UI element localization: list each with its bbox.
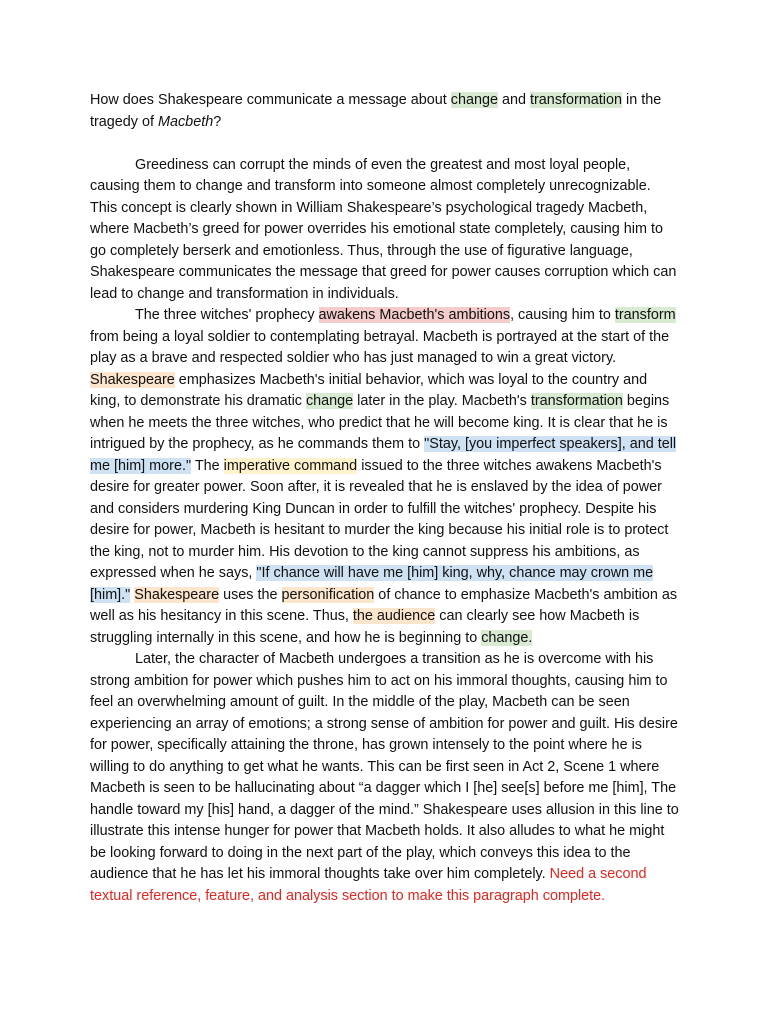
paragraph-text: The bbox=[191, 457, 224, 474]
essay-body bbox=[90, 90, 680, 907]
highlight-change: change bbox=[305, 393, 354, 409]
highlight-personification: personification bbox=[281, 586, 375, 603]
paragraph-text: uses the bbox=[219, 586, 282, 603]
paragraph-text: later in the play. Macbeth's bbox=[353, 393, 531, 409]
highlight-shakespeare: Shakespeare bbox=[134, 586, 220, 603]
paragraph-text: Later, the character of Macbeth undergoes a transition as he is overcome with his strong ambition for power which pushes him to act on his immoral thoughts, causing him to feel an overwhelming amount of guilt. In the middle of the play, Macbeth can be seen experiencing an array of emotions; a strong sense of ambition for power and guilt. His desire for power, specifically attaining the throne, has grown intensely to the point where he is willing to do anything to get what he wants. This can be first seen in Act 2, Scene 1 where Macbeth is seen to be hallucinating about “a dagger which I [he] see[s] before me [him], The handle toward my [his] hand, a dagger of the mind.” Shakespeare uses allusion in this line to illustrate this intense hunger for power that Macbeth holds. It also alludes to what he might be looking forward to doing in the next part of the play, which conveys this idea to the audience that he has let his immoral thoughts take over him completely. bbox=[90, 651, 679, 882]
highlight-audience: the audience bbox=[352, 608, 436, 624]
question-text: and bbox=[498, 92, 531, 108]
teacher-note: Need a second textual reference, feature, and analysis section to make this paragraph complete. bbox=[90, 866, 647, 904]
paragraph-text: The three witches' prophecy bbox=[135, 307, 319, 323]
highlight-quote: "If chance will have me [him] king, why, chance may crown me [him]." bbox=[90, 565, 654, 603]
highlight-awakens: awakens Macbeth's ambitions bbox=[318, 307, 511, 323]
paragraph-text: issued to the three witches awakens Macbeth's desire for greater power. Soon after, it is revealed that he is enslaved by the idea of power and considers murdering King Duncan in order to fulfill the witches' prophecy. Despite his desire for power, Macbeth is hesitant to murder the king because his initial role is to protect the king, not to murder him. His devotion to the king cannot suppress his ambitions, as expressed when he says, bbox=[90, 457, 669, 581]
essay-question bbox=[90, 90, 680, 133]
paragraph-text: can clearly see how Macbeth is struggling internally in this scene, and how he is beginning to bbox=[90, 608, 640, 646]
highlight-change: change. bbox=[481, 629, 533, 646]
question-text: in the tragedy of bbox=[90, 92, 662, 130]
highlight-transform: transform bbox=[614, 307, 676, 323]
body-paragraph-1 bbox=[90, 305, 680, 649]
body-paragraph-2 bbox=[90, 649, 680, 907]
paragraph-text: from being a loyal soldier to contemplating betrayal. Macbeth is portrayed at the start of the play as a brave and respected soldier who has just managed to win a great victory. bbox=[90, 328, 670, 366]
question-text: How does Shakespeare communicate a message about bbox=[90, 92, 451, 108]
highlight-imperative-command: imperative command bbox=[223, 457, 358, 474]
highlight-transformation: transformation bbox=[530, 92, 622, 108]
paragraph-text: , causing him to bbox=[510, 307, 615, 323]
highlight-change: change bbox=[450, 92, 498, 108]
highlight-quote: "Stay, [you imperfect speakers], and tell me [him] more." bbox=[90, 436, 677, 474]
question-text: ? bbox=[213, 113, 222, 130]
paragraph-text: emphasizes Macbeth's initial behavior, which was loyal to the country and king, to demonstrate his dramatic bbox=[90, 371, 648, 409]
highlight-transformation: transformation bbox=[530, 393, 623, 409]
paragraph-text: of chance to emphasize Macbeth's ambition as well as his hesitancy in this scene. Thus, bbox=[90, 586, 678, 624]
paragraph-text: begins when he meets the three witches, who predict that he will become king. It is clear that he is intrigued by the prophecy, as he commands them to bbox=[90, 393, 670, 452]
intro-text: Greediness can corrupt the minds of even the greatest and most loyal people, causing them to change and transform into someone almost completely unrecognizable. This concept is clearly shown in William Shakespeare’s psychological tragedy Macbeth, where Macbeth’s greed for power overrides his emotional state completely, causing him to go completely berserk and emotionless. Thus, through the use of figurative language, Shakespeare communicates the message that greed for power causes corruption which can lead to change and transformation in individuals. bbox=[90, 156, 677, 302]
highlight-shakespeare: Shakespeare bbox=[90, 371, 175, 388]
play-title: Macbeth bbox=[158, 113, 214, 130]
intro-paragraph bbox=[90, 155, 680, 306]
